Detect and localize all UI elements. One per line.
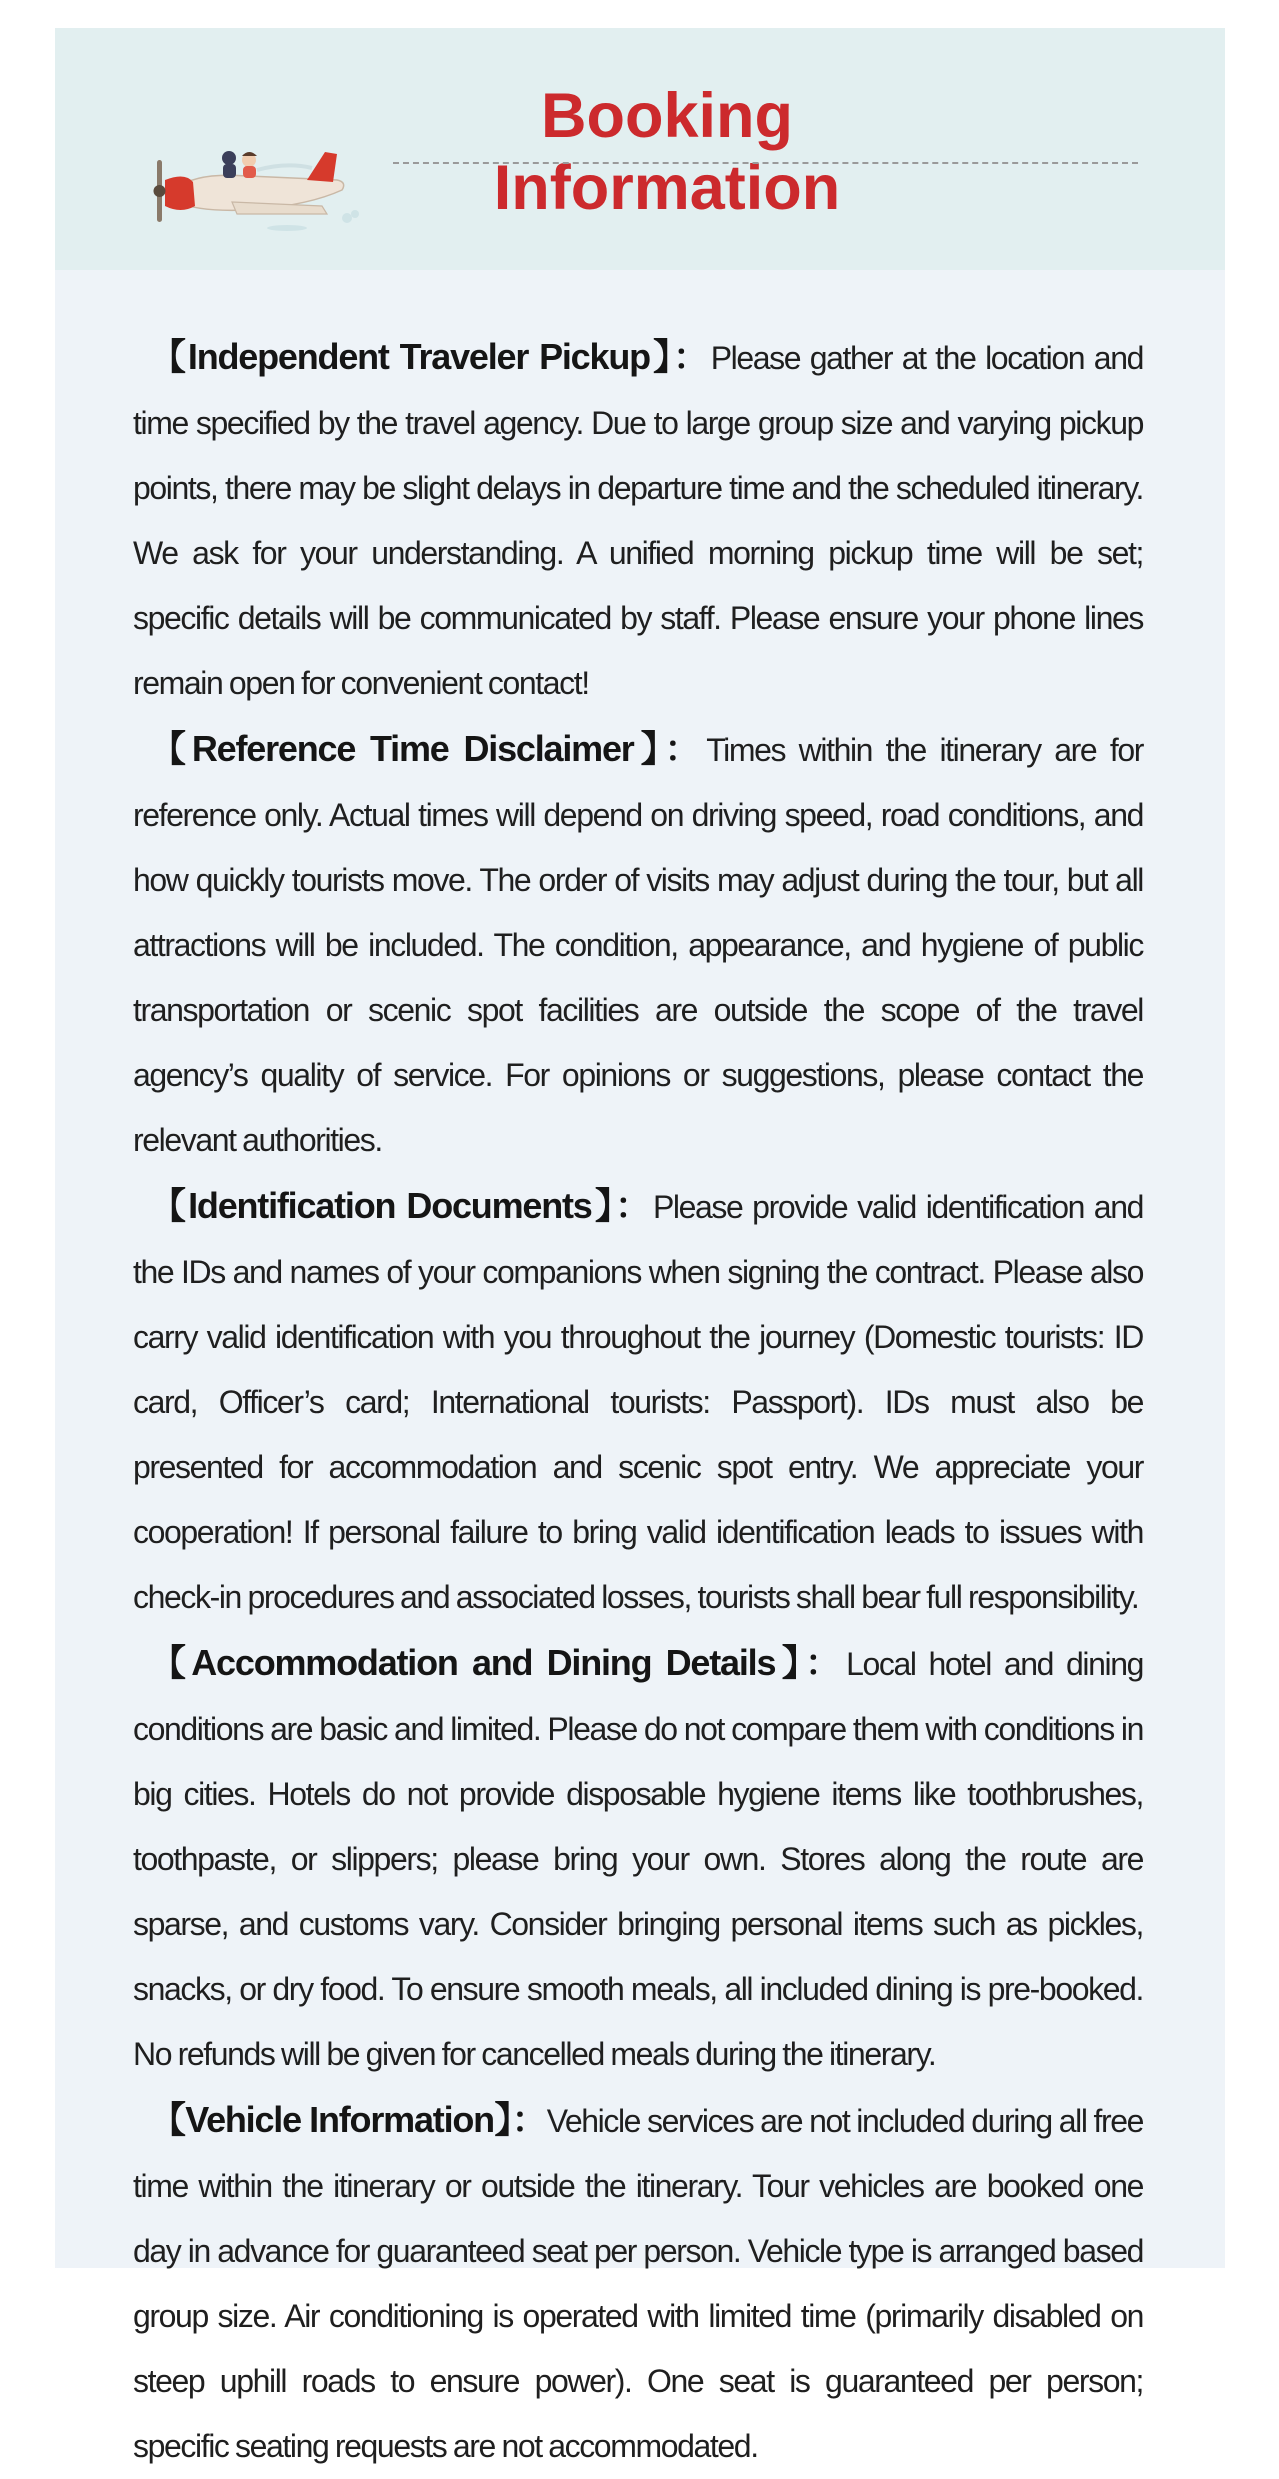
section-accommodation-dining <box>133 1630 1143 2087</box>
booking-notes <box>133 324 1143 2479</box>
section-vehicle <box>133 2087 1143 2479</box>
section-separator: ： <box>672 336 711 377</box>
airplane-icon <box>137 110 367 240</box>
section-heading: 【Identification Documents】 <box>150 1185 616 1226</box>
section-body: Local hotel and dining conditions are basic and limited. Please do not compare them with conditions in big cities. Hotels do not provide disposable hygiene items like toothbrushes, toothpaste, or slippers; please bring your own. Stores along the route are sparse, and customs vary. Consider bringing personal items such as pickles, snacks, or dry food. To ensure smooth meals, all included dining is pre-booked. No refunds will be given for cancelled meals during the itinerary. <box>133 1646 1143 2072</box>
section-separator: ： <box>805 1642 847 1683</box>
title-divider <box>393 162 1138 164</box>
page-title: Booking Information <box>493 81 841 223</box>
section-heading: 【Reference Time Disclaimer】 <box>150 728 665 769</box>
section-separator: ： <box>615 1185 653 1226</box>
section-body: Times within the itinerary are for reference only. Actual times will depend on driving speed, road conditions, and how quickly tourists move. The order of visits may adjust during the tour, but all attractions will be included. The condition, appearance, and hygiene of public transportation or scenic spot facilities are outside the scope of the travel agency’s quality of service. For opinions or suggestions, please contact the relevant authorities. <box>133 732 1143 1158</box>
header-banner <box>55 28 1225 270</box>
booking-info-card <box>55 28 1225 2464</box>
section-time-disclaimer <box>133 716 1143 1173</box>
section-body: Vehicle services are not included during all free time within the itinerary or outside the itinerary. Tour vehicles are booked one day in advance for guaranteed seat per person. Vehicle type is arranged based group size. Air conditioning is operated with limited time (primarily disabled on steep uphill roads to ensure power). One seat is guaranteed per person; specific seating requests are not accommodated. <box>133 2103 1143 2464</box>
section-separator: ： <box>664 728 707 769</box>
section-separator: ： <box>511 2099 547 2140</box>
section-pickup <box>133 324 1143 716</box>
section-heading: 【Accommodation and Dining Details】 <box>150 1642 805 1683</box>
section-heading: 【Independent Traveler Pickup】 <box>150 336 673 377</box>
section-identification <box>133 1173 1143 1630</box>
section-body: Please provide valid identification and the IDs and names of your companions when signing the contract. Please also carry valid identification with you throughout the journey (Domestic tourists: ID card, Officer’s card; International tourists: Passport). IDs must also be presented for accommodation and scenic spot entry. We appreciate your cooperation! If personal failure to bring valid identification leads to issues with check-in procedures and associated losses, tourists shall bear full responsibility. <box>133 1189 1143 1615</box>
section-body: Please gather at the location and time specified by the travel agency. Due to large group size and varying pickup points, there may be slight delays in departure time and the scheduled itinerary. We ask for your understanding. A unified morning pickup time will be set; specific details will be communicated by staff. Please ensure your phone lines remain open for convenient contact! <box>133 340 1143 701</box>
section-heading: 【Vehicle Information】 <box>150 2099 512 2140</box>
